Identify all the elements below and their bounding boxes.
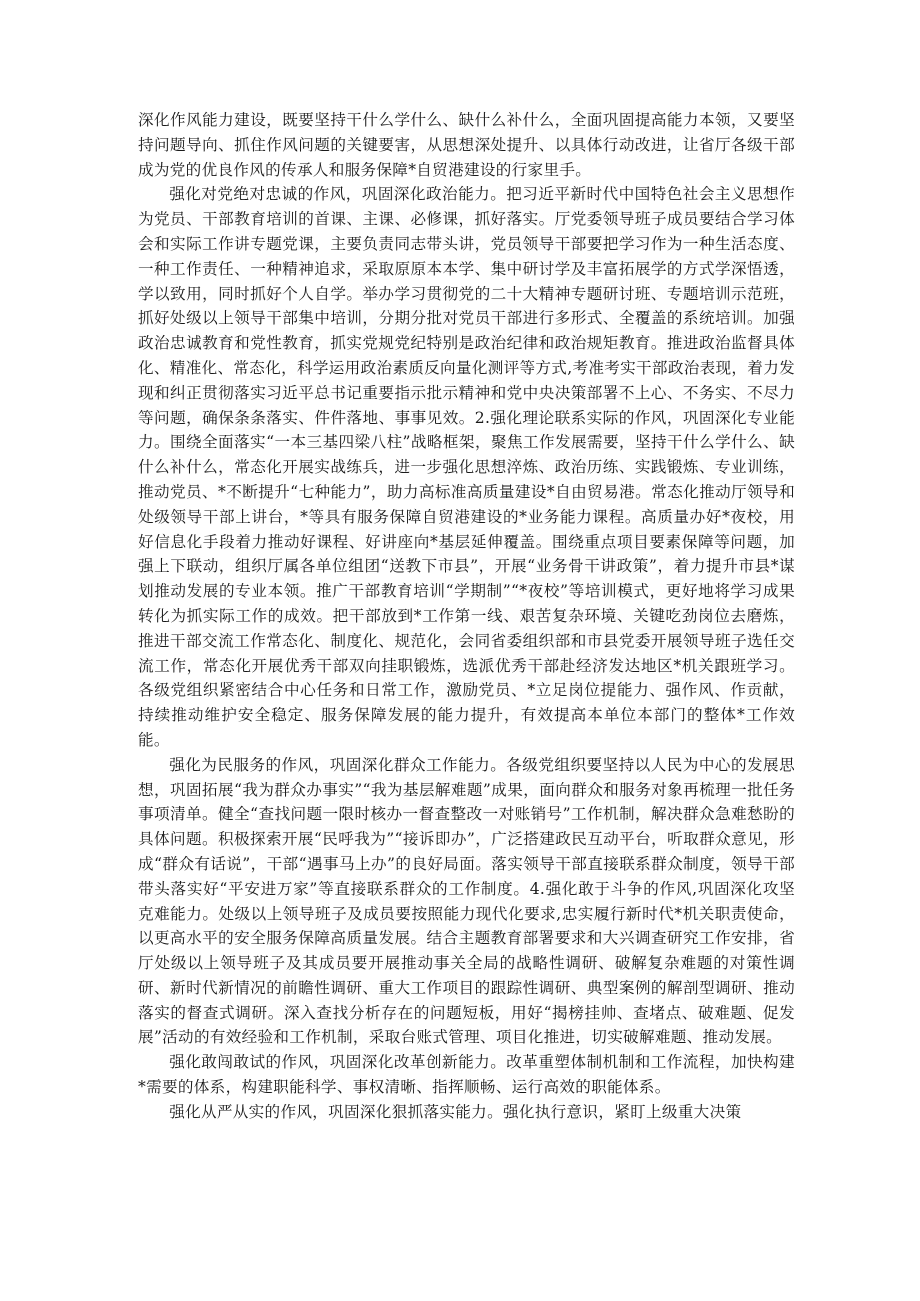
paragraph-political-loyalty: 强化对党绝对忠诚的作风，巩固深化政治能力。把习近平新时代中国特色社会主义思想作为党员、干部教育培训的首课、主课、必修课，抓好落实。厅党委领导班子成员要结合学习体会和实际工作讲专题党课，主要负责同志带头讲，党员领导干部要把学习作为一种生活态度、一种工作责任、一种精神追求，采取原原本本学、集中研讨学及丰富拓展学的方式学深悟透，学以致用，同时抓好个人自学。举办学习贯彻党的二十大精神专题研讨班、专题培训示范班，抓好处级以上领导干部集中培训，分期分批对党员干部进行多形式、全覆盖的系统培训。加强政治忠诚教育和党性教育，抓实党规党纪特别是政治纪律和政治规矩教育。推进政治监督具体化、精准化、常态化，科学运用政治素质反向量化测评等方式,考准考实干部政治表现，着力发现和纠正贯彻落实习近平总书记重要指示批示精神和党中央决策部署不上心、不务实、不尽力等问题，确保条条落实、件件落地、事事见效。2.强化理论联系实际的作风，巩固深化专业能力。围绕全面落实“一本三基四梁八柱”战略框架，聚焦工作发展需要，坚持干什么学什么、缺什么补什么，常态化开展实战练兵，进一步强化思想淬炼、政治历练、实践锻炼、专业训练，推动党员、*不断提升“七种能力”，助力高标准高质量建设*自由贸易港。常态化推动厅领导和处级领导干部上讲台，*等具有服务保障自贸港建设的*业务能力课程。高质量办好*夜校，用好信息化手段着力推动好课程、好讲座向*基层延伸覆盖。围绕重点项目要素保障等问题，加强上下联动，组织厅属各单位组团“送教下市县”，开展“业务骨干讲政策”，着力提升市县*谋划推动发展的专业本领。推广干部教育培训“学期制”“*夜校”等培训模式，更好地将学习成果转化为抓实际工作的成效。把干部放到*工作第一线、艰苦复杂环境、关键吃劲岗位去磨炼，推进干部交流工作常态化、制度化、规范化，会同省委组织部和市县党委开展领导班子选任交流工作，常态化开展优秀干部双向挂职锻炼，选派优秀干部赴经济发达地区*机关跟班学习。各级党组织紧密结合中心任务和日常工作，激励党员、*立足岗位提能力、强作风、作贡献，持续推动维护安全稳定、服务保障发展的能力提升，有效提高本单位本部门的整体*工作效能。: [138, 185, 795, 749]
paragraph-intro: 深化作风能力建设，既要坚持干什么学什么、缺什么补什么，全面巩固提高能力本领，又要坚持问题导向、抓住作风问题的关键要害，从思想深处提升、以具体行动改进，让省厅各级干部成为党的优良作风的传承人和服务保障*自贸港建设的行家里手。: [138, 111, 795, 179]
document-body: [138, 108, 795, 1125]
paragraph-serving-people: 强化为民服务的作风，巩固深化群众工作能力。各级党组织要坚持以人民为中心的发展思想，巩固拓展“我为群众办事实”“我为基层解难题”成果，面向群众和服务对象再梳理一批任务事项清单。健全“查找问题一限时核办一督查整改一对账销号”工作机制，解决群众急难愁盼的具体问题。积极探索开展“民呼我为”“接诉即办”，广泛搭建政民互动平台，听取群众意见，形成“群众有话说”，干部“遇事马上办”的良好局面。落实领导干部直接联系群众制度，领导干部带头落实好“平安进万家”等直接联系群众的工作制度。4.强化敢于斗争的作风,巩固深化攻坚克难能力。处级以上领导班子及成员要按照能力现代化要求,忠实履行新时代*机关职责使命，以更高水平的安全服务保障高质量发展。结合主题教育部署要求和大兴调查研究工作安排，省厅处级以上领导班子及其成员要开展推动事关全局的战略性调研、破解复杂难题的对策性调研、新时代新情况的前瞻性调研、重大工作项目的跟踪性调研、典型案例的解剖型调研、推动落实的督查式调研。深入查找分析存在的问题短板，用好“揭榜挂帅、查堵点、破难题、促发展”活动的有效经验和工作机制，采取台账式管理、项目化推进，切实破解难题、推动发展。: [138, 755, 795, 1047]
paragraph-implementation: 强化从严从实的作风，巩固深化狠抓落实能力。强化执行意识，紧盯上级重大决策: [169, 1102, 742, 1121]
paragraph-reform-innovation: 强化敢闯敢试的作风，巩固深化改革创新能力。改革重塑体制机制和工作流程，加快构建*需要的体系，构建职能科学、事权清晰、指挥顺畅、运行高效的职能体系。: [138, 1053, 795, 1097]
